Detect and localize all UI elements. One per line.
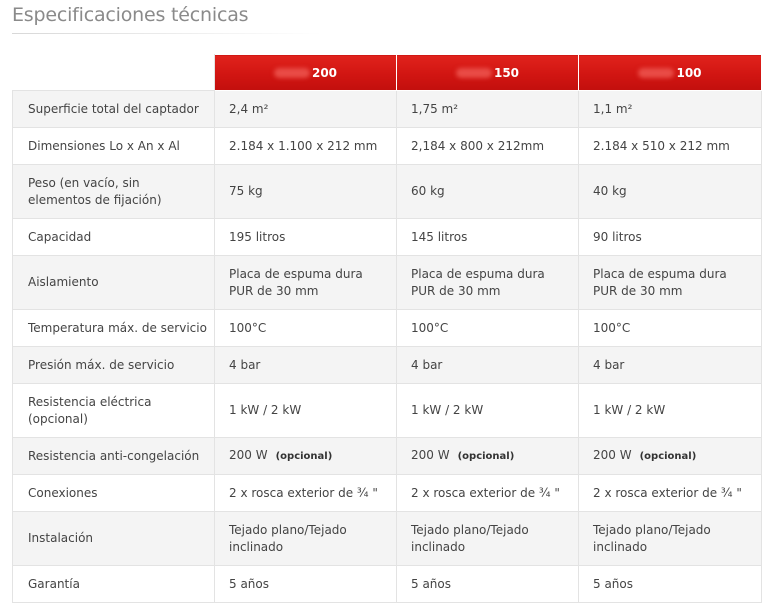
row-label-line: elementos de fijación) bbox=[28, 192, 162, 207]
model-header-200 bbox=[215, 55, 397, 91]
table-row bbox=[13, 384, 762, 438]
spec-value-line: 90 litros bbox=[593, 229, 642, 244]
row-label bbox=[13, 128, 215, 165]
spec-value-line: 1 kW / 2 kW bbox=[229, 403, 302, 417]
table-row bbox=[13, 165, 762, 219]
table-row bbox=[13, 91, 762, 128]
spec-value-model-100 bbox=[579, 347, 762, 384]
spec-value-line: 100°C bbox=[229, 320, 267, 335]
redacted-brand bbox=[638, 68, 674, 78]
redacted-brand bbox=[456, 68, 492, 78]
row-label-line: Dimensiones Lo x An x Al bbox=[28, 138, 180, 153]
table-row bbox=[13, 128, 762, 165]
spec-value-line: Tejado plano/Tejado bbox=[593, 522, 711, 537]
spec-value-line: 200 W bbox=[411, 448, 450, 462]
spec-value-model-100 bbox=[579, 91, 762, 128]
spec-value-line: 195 litros bbox=[229, 229, 286, 244]
header-corner bbox=[13, 55, 215, 91]
spec-value-line: 2 x rosca exterior de ¾ " bbox=[229, 485, 378, 500]
spec-value-line: PUR de 30 mm bbox=[411, 283, 501, 298]
spec-value-line: 4 bar bbox=[229, 357, 261, 372]
row-label-line: Capacidad bbox=[28, 229, 92, 244]
spec-value-line: 4 bar bbox=[593, 357, 625, 372]
spec-value-model-200 bbox=[215, 347, 397, 384]
spec-value-model-100 bbox=[579, 165, 762, 219]
model-header-100 bbox=[579, 55, 762, 91]
row-label bbox=[13, 566, 215, 603]
row-label bbox=[13, 256, 215, 310]
spec-value-model-200 bbox=[215, 91, 397, 128]
spec-value-model-150 bbox=[397, 475, 579, 512]
row-label-line: Garantía bbox=[28, 576, 80, 591]
spec-value-model-100 bbox=[579, 566, 762, 603]
spec-value-line: 2 x rosca exterior de ¾ " bbox=[411, 485, 560, 500]
spec-value-line: 5 años bbox=[229, 576, 270, 591]
spec-value-line: PUR de 30 mm bbox=[593, 283, 683, 298]
row-label bbox=[13, 310, 215, 347]
spec-value-model-150 bbox=[397, 256, 579, 310]
row-label-line: Instalación bbox=[28, 531, 94, 545]
row-label-line: Temperatura máx. de servicio bbox=[28, 320, 207, 335]
spec-value-model-200 bbox=[215, 566, 397, 603]
row-label bbox=[13, 347, 215, 384]
row-label bbox=[13, 438, 215, 475]
spec-value-line: 145 litros bbox=[411, 229, 468, 244]
spec-value-model-150 bbox=[397, 128, 579, 165]
spec-value-model-100 bbox=[579, 128, 762, 165]
model-name: 150 bbox=[493, 65, 520, 80]
spec-value-line: 2 x rosca exterior de ¾ " bbox=[593, 485, 742, 500]
spec-value-model-150 bbox=[397, 310, 579, 347]
model-name: 200 bbox=[311, 65, 338, 80]
spec-value-line: 40 kg bbox=[593, 184, 627, 198]
optional-note: (opcional) bbox=[457, 451, 515, 462]
spec-value-model-100 bbox=[579, 475, 762, 512]
spec-value-line: 2.184 x 1.100 x 212 mm bbox=[229, 138, 378, 153]
spec-value-line: 1 kW / 2 kW bbox=[593, 403, 666, 417]
spec-value-model-150 bbox=[397, 219, 579, 256]
spec-value-line: 2,4 m² bbox=[229, 101, 269, 116]
model-name: 100 bbox=[676, 65, 702, 80]
spec-value-line: 60 kg bbox=[411, 184, 445, 198]
spec-value-line: 200 W bbox=[593, 448, 632, 462]
spec-value-model-150 bbox=[397, 165, 579, 219]
table-row bbox=[13, 512, 762, 566]
spec-value-model-200 bbox=[215, 219, 397, 256]
table-row bbox=[13, 256, 762, 310]
spec-value-line: 1 kW / 2 kW bbox=[411, 403, 484, 417]
spec-value-model-100 bbox=[579, 438, 762, 475]
table-row bbox=[13, 219, 762, 256]
spec-value-model-100 bbox=[579, 310, 762, 347]
spec-value-line: inclinado bbox=[593, 539, 648, 554]
spec-value-line: Placa de espuma dura bbox=[593, 266, 727, 281]
row-label-line: Superficie total del captador bbox=[28, 101, 199, 116]
spec-value-line: 5 años bbox=[411, 576, 452, 591]
page-title: Especificaciones técnicas bbox=[12, 4, 249, 26]
spec-value-line: Placa de espuma dura bbox=[229, 266, 363, 281]
spec-value-model-200 bbox=[215, 310, 397, 347]
row-label-line: (opcional) bbox=[28, 411, 88, 426]
spec-value-model-200 bbox=[215, 384, 397, 438]
table-row bbox=[13, 438, 762, 475]
spec-value-line: inclinado bbox=[229, 539, 284, 554]
row-label bbox=[13, 91, 215, 128]
spec-value-model-200 bbox=[215, 438, 397, 475]
spec-value-model-200 bbox=[215, 512, 397, 566]
spec-value-model-150 bbox=[397, 566, 579, 603]
title-divider bbox=[12, 33, 322, 34]
row-label-line: Resistencia eléctrica bbox=[28, 394, 152, 409]
row-label bbox=[13, 475, 215, 512]
row-label bbox=[13, 512, 215, 566]
spec-value-line: 2.184 x 510 x 212 mm bbox=[593, 138, 730, 153]
spec-value-line: 5 años bbox=[593, 576, 634, 591]
table-row bbox=[13, 347, 762, 384]
spec-value-model-150 bbox=[397, 347, 579, 384]
spec-value-model-100 bbox=[579, 219, 762, 256]
spec-value-model-200 bbox=[215, 475, 397, 512]
spec-table bbox=[12, 54, 762, 603]
row-label bbox=[13, 219, 215, 256]
row-label-line: Aislamiento bbox=[28, 275, 99, 289]
row-label-line: Conexiones bbox=[28, 485, 98, 500]
spec-value-model-150 bbox=[397, 512, 579, 566]
model-header-150 bbox=[397, 55, 579, 91]
spec-value-line: inclinado bbox=[411, 539, 466, 554]
header-row bbox=[13, 55, 762, 91]
spec-value-line: 1,75 m² bbox=[411, 101, 459, 116]
spec-value-line: 1,1 m² bbox=[593, 101, 633, 116]
spec-value-model-100 bbox=[579, 256, 762, 310]
optional-note: (opcional) bbox=[275, 451, 333, 462]
spec-value-model-100 bbox=[579, 384, 762, 438]
spec-value-model-150 bbox=[397, 438, 579, 475]
row-label bbox=[13, 384, 215, 438]
spec-value-line: 2,184 x 800 x 212mm bbox=[411, 138, 545, 153]
spec-table-body bbox=[13, 91, 762, 603]
spec-value-line: Placa de espuma dura bbox=[411, 266, 545, 281]
spec-value-line: Tejado plano/Tejado bbox=[411, 522, 529, 537]
spec-value-line: 100°C bbox=[593, 320, 631, 335]
redacted-brand bbox=[274, 68, 310, 78]
optional-note: (opcional) bbox=[639, 451, 697, 462]
spec-value-model-150 bbox=[397, 91, 579, 128]
row-label-line: Presión máx. de servicio bbox=[28, 357, 175, 372]
row-label-line: Peso (en vacío, sin bbox=[28, 175, 140, 190]
row-label bbox=[13, 165, 215, 219]
spec-value-model-200 bbox=[215, 165, 397, 219]
spec-value-model-200 bbox=[215, 256, 397, 310]
spec-value-line: 200 W bbox=[229, 448, 268, 462]
row-label-line: Resistencia anti-congelación bbox=[28, 448, 200, 463]
spec-value-line: 75 kg bbox=[229, 184, 263, 198]
spec-value-line: 100°C bbox=[411, 320, 449, 335]
spec-value-model-100 bbox=[579, 512, 762, 566]
spec-value-line: PUR de 30 mm bbox=[229, 283, 319, 298]
spec-value-line: Tejado plano/Tejado bbox=[229, 522, 347, 537]
table-row bbox=[13, 566, 762, 603]
spec-value-model-150 bbox=[397, 384, 579, 438]
table-row bbox=[13, 475, 762, 512]
spec-value-model-200 bbox=[215, 128, 397, 165]
table-row bbox=[13, 310, 762, 347]
spec-value-line: 4 bar bbox=[411, 357, 443, 372]
